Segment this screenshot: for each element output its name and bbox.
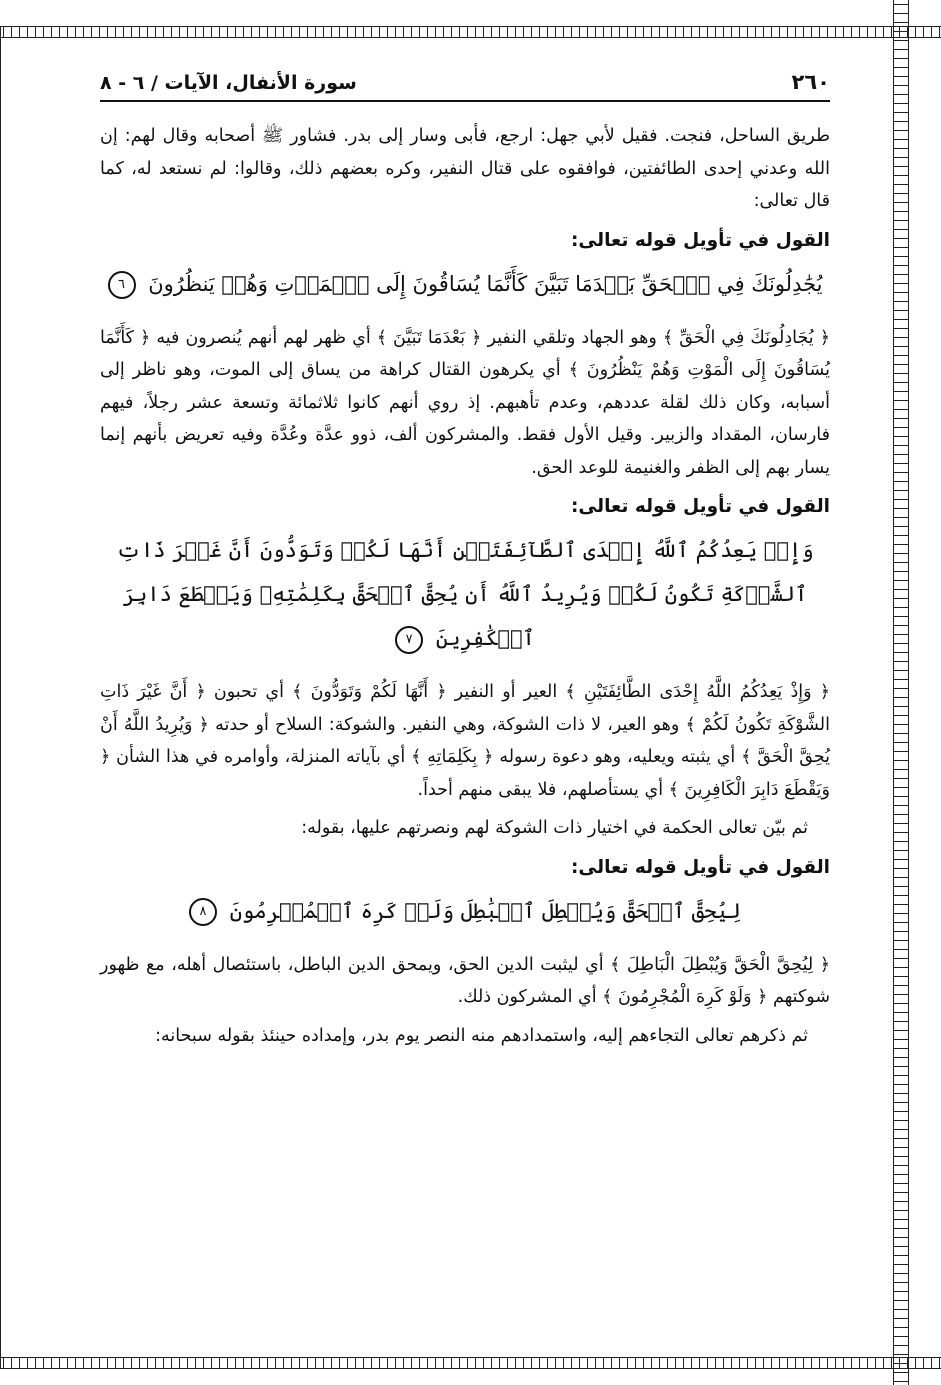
quran-verse-7: [100, 528, 830, 660]
section-heading-1: القول في تأويل قوله تعالى:: [571, 229, 830, 251]
verse-text: يُجَٰدِلُونَكَ فِي ٱلۡحَقِّ بَعۡدَمَا تَبَيَّنَ كَأَنَّمَا يُسَاقُونَ إِلَى ٱلۡمَوۡتِ وَهُمۡ يَنظُرُونَ: [148, 271, 823, 296]
verse-text: وَإِذۡ يَعِدُكُمُ ٱللَّهُ إِحۡدَى ٱلطَّآئِفَتَيۡنِ أَنَّهَا لَكُمۡ وَتَوَدُّونَ أَنَّ غَيۡرَ ذَاتِ ٱلشَّوۡكَةِ تَكُونُ لَكُمۡ وَيُرِيدُ ٱللَّهُ أَن يُحِقَّ ٱلۡحَقَّ بِكَلِمَٰتِهِۦ وَيَقۡطَعَ دَابِرَ ٱلۡكَٰفِرِينَ: [116, 538, 814, 650]
page-header-title: سورة الأنفال، الآيات / ٦ - ٨: [100, 72, 357, 94]
paragraph-4: ثم بيّن تعالى الحكمة في اختيار ذات الشوكة لهم ونصرتهم عليها، بقوله:: [301, 818, 808, 838]
paragraph-5: ﴿ لِيُحِقَّ الْحَقَّ وَيُبْطِلَ الْبَاطِلَ ﴾ أي ليثبت الدين الحق، ويمحق الدين الباطل، باستئصال أهله، مع ظهور شوكتهم ﴿ وَلَوْ كَرِهَ الْمُجْرِمُونَ ﴾ أي المشركون ذلك.: [100, 954, 830, 1007]
paragraph-2: ﴿ يُجَادِلُونَكَ فِي الْحَقِّ ﴾ وهو الجهاد وتلقي النفير ﴿ بَعْدَمَا تَبَيَّنَ ﴾ أي ظهر لهم أنهم يُنصرون فيه ﴿ كَأَنَّمَا يُسَاقُونَ إِلَى الْمَوْتِ وَهُمْ يَنْظُرُونَ ﴾ أي يكرهون القتال كراهة من يساق إلى الموت، وهو ناظر إلى أسبابه، وكان ذلك لقلة عددهم، وعدم تأهبهم. إذ روي أنهم كانوا ثلاثمائة وتسعة عشر رجلاً، فيهم فارسان، المقداد والزبير. وقيل الأول فقط. والمشركون ألف، ذوو عدَّة وعُدَّة وفيه تعريض بأنهم إنما يسار بهم إلى الظفر والغنيمة للوعد الحق.: [100, 327, 830, 478]
paragraph-1: طريق الساحل، فنجت. فقيل لأبي جهل: ارجع، فأبى وسار إلى بدر. فشاور ﷺ أصحابه وقال لهم: إن الله وعدني إحدى الطائفتين، فوافقوه على قتال النفير، وكره بعضهم ذلك، وقالوا: لم نستعد له، كما قال تعالى:: [100, 126, 830, 211]
section-heading-2: القول في تأويل قوله تعالى:: [571, 496, 830, 517]
verse-text: لِيُحِقَّ ٱلۡحَقَّ وَيُبۡطِلَ ٱلۡبَٰطِلَ وَلَوۡ كَرِهَ ٱلۡمُجۡرِمُونَ: [229, 898, 741, 923]
decorative-border-left: [0, 26, 4, 1369]
quran-verse-6: [100, 262, 830, 306]
verse-number-marker: ٦: [108, 271, 136, 299]
decorative-border-bottom: [0, 1357, 941, 1369]
decorative-border-top: [0, 26, 941, 38]
paragraph-6: ثم ذكرهم تعالى التجاءهم إليه، واستمدادهم منه النصر يوم بدر، وإمداده حينئذ بقوله سبحانه:: [155, 1025, 808, 1046]
paragraph-3: ﴿ وَإِذْ يَعِدُكُمُ اللَّهُ إِحْدَى الطَّائِفَتَيْنِ ﴾ العير أو النفير ﴿ أَنَّهَا لَكُمْ وَتَوَدُّونَ ﴾ أي تحبون ﴿ أَنَّ غَيْرَ ذَاتِ الشَّوْكَةِ تَكُونُ لَكُمْ ﴾ وهو العير، لا ذات الشوكة، وهي النفير. والشوكة: السلاح أو حدته ﴿ وَيُرِيدُ اللَّهُ أَنْ يُحِقَّ الْحَقَّ ﴾ أي يثبته ويعليه، وهو دعوة رسوله ﴿ بِكَلِمَاتِهِ ﴾ أي بآياته المنزلة، وأوامره في هذا الشأن ﴿ وَيَقْطَعَ دَابِرَ الْكَافِرِينَ ﴾ أي يستأصلهم، فلا يبقى منهم أحداً.: [100, 682, 830, 800]
quran-verse-8: [100, 889, 830, 933]
section-heading-3: القول في تأويل قوله تعالى:: [571, 856, 830, 878]
page-header: [100, 70, 830, 102]
decorative-border-right: [893, 0, 909, 1385]
page-number: ٢٦٠: [791, 70, 830, 94]
verse-number-marker: ٨: [189, 898, 217, 926]
book-page: [100, 70, 830, 1058]
verse-number-marker: ٧: [395, 626, 423, 654]
